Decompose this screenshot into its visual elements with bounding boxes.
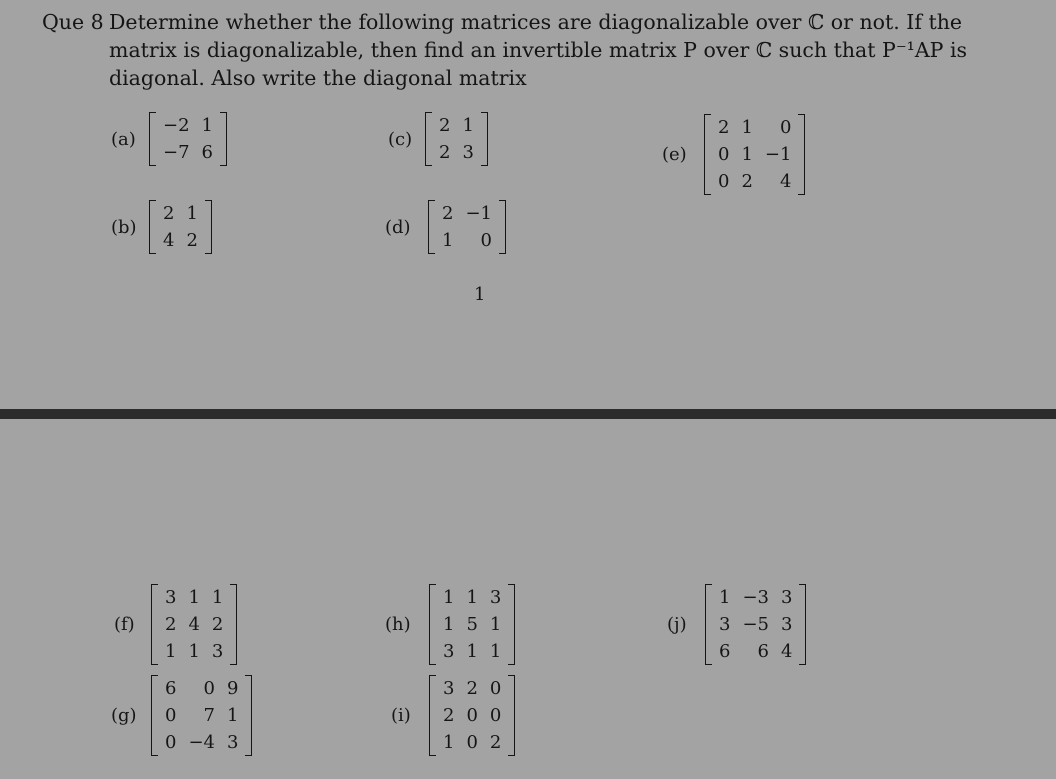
question-line-1: Determine whether the following matrices are diagonalizable over ℂ or not. If the (109, 10, 963, 34)
matrix-label: (j) (667, 614, 687, 635)
matrix-entry: 6 (757, 641, 769, 662)
matrix-entry: 3 (781, 614, 793, 635)
matrix-entry: 1 (211, 587, 224, 608)
matrix-label: (c) (388, 129, 413, 150)
matrix-entry: 0 (780, 117, 792, 138)
matrix-entry: 3 (462, 142, 474, 163)
matrix-b (149, 200, 212, 254)
matrix-label: (d) (385, 217, 411, 238)
matrix-label: (h) (385, 614, 411, 635)
matrix-entry: 0 (480, 230, 492, 251)
matrix-e (704, 114, 805, 195)
matrix-entry: 1 (186, 203, 198, 224)
matrix-j (705, 584, 806, 665)
matrix-i (429, 675, 515, 756)
matrix-entry: 1 (466, 587, 478, 608)
matrix-entry: 4 (781, 641, 793, 662)
matrix-entry: 1 (188, 587, 200, 608)
matrix-entry: 2 (439, 115, 451, 136)
matrix-entry: 0 (489, 678, 502, 699)
matrix-entry: 1 (489, 614, 502, 635)
matrix-entry: −1 (764, 144, 792, 165)
matrix-entry: 2 (165, 614, 177, 635)
page-divider (0, 409, 1056, 419)
matrix-entry: 1 (443, 732, 455, 753)
matrix-entry: 3 (489, 587, 502, 608)
matrix-entry: 2 (439, 142, 451, 163)
matrix-entry: 6 (719, 641, 731, 662)
matrix-entry: 3 (781, 587, 793, 608)
matrix-entry: 1 (188, 641, 200, 662)
matrix-label: (g) (111, 705, 137, 726)
matrix-entry: 2 (466, 678, 478, 699)
matrix-entry: 0 (165, 732, 177, 753)
matrix-entry: 0 (718, 144, 730, 165)
matrix-entry: 3 (211, 641, 224, 662)
matrix-a (149, 112, 227, 166)
matrix-entry: 1 (165, 641, 177, 662)
matrix-label: (b) (111, 217, 137, 238)
matrix-entry: 1 (741, 144, 753, 165)
matrix-label: (f) (114, 614, 135, 635)
matrix-entry: 4 (163, 230, 175, 251)
matrix-entry: −1 (465, 203, 492, 224)
matrix-entry: 1 (466, 641, 478, 662)
matrix-entry: −2 (163, 115, 190, 136)
matrix-entry: 4 (780, 171, 792, 192)
matrix-entry: 6 (201, 142, 213, 163)
matrix-entry: −5 (742, 614, 769, 635)
question-line-3: diagonal. Also write the diagonal matrix (109, 66, 527, 90)
matrix-entry: 0 (466, 705, 478, 726)
matrix-d (428, 200, 506, 254)
matrix-entry: 0 (466, 732, 478, 753)
matrix-g (151, 675, 252, 756)
matrix-entry: 3 (227, 732, 239, 753)
question-number: Que 8 (42, 10, 104, 34)
matrix-entry: 1 (227, 705, 239, 726)
matrix-entry: −7 (163, 142, 190, 163)
matrix-entry: 3 (443, 641, 455, 662)
matrix-entry: 1 (442, 230, 454, 251)
matrix-entry: 1 (489, 641, 502, 662)
matrix-entry: 3 (443, 678, 455, 699)
matrix-entry: 0 (203, 678, 215, 699)
matrix-entry: 2 (489, 732, 502, 753)
matrix-entry: 6 (165, 678, 177, 699)
matrix-entry: 0 (165, 705, 177, 726)
matrix-entry: 2 (718, 117, 730, 138)
matrix-entry: 2 (163, 203, 175, 224)
question-line-2: matrix is diagonalizable, then find an invertible matrix P over ℂ such that P⁻¹AP is (109, 38, 968, 62)
matrix-f (151, 584, 237, 665)
matrix-entry: 2 (211, 614, 224, 635)
page-number: 1 (474, 284, 486, 305)
matrix-entry: 0 (489, 705, 502, 726)
matrix-h (429, 584, 515, 665)
matrix-entry: 1 (719, 587, 731, 608)
matrix-entry: 7 (203, 705, 215, 726)
matrix-entry: 1 (443, 614, 455, 635)
matrix-entry: 3 (165, 587, 177, 608)
matrix-entry: 0 (718, 171, 730, 192)
matrix-label: (i) (391, 705, 411, 726)
matrix-entry: 1 (443, 587, 455, 608)
matrix-entry: 1 (462, 115, 474, 136)
matrix-entry: 4 (188, 614, 200, 635)
matrix-entry: 1 (741, 117, 753, 138)
matrix-entry: 2 (186, 230, 198, 251)
matrix-entry: 3 (719, 614, 731, 635)
matrix-label: (e) (662, 144, 687, 165)
matrix-entry: 9 (227, 678, 239, 699)
matrix-entry: −4 (188, 732, 215, 753)
matrix-c (425, 112, 488, 166)
matrix-entry: 2 (442, 203, 454, 224)
matrix-label: (a) (111, 129, 136, 150)
matrix-entry: 5 (466, 614, 478, 635)
matrix-entry: 1 (201, 115, 213, 136)
matrix-entry: −3 (742, 587, 769, 608)
matrix-entry: 2 (443, 705, 455, 726)
matrix-entry: 2 (741, 171, 753, 192)
